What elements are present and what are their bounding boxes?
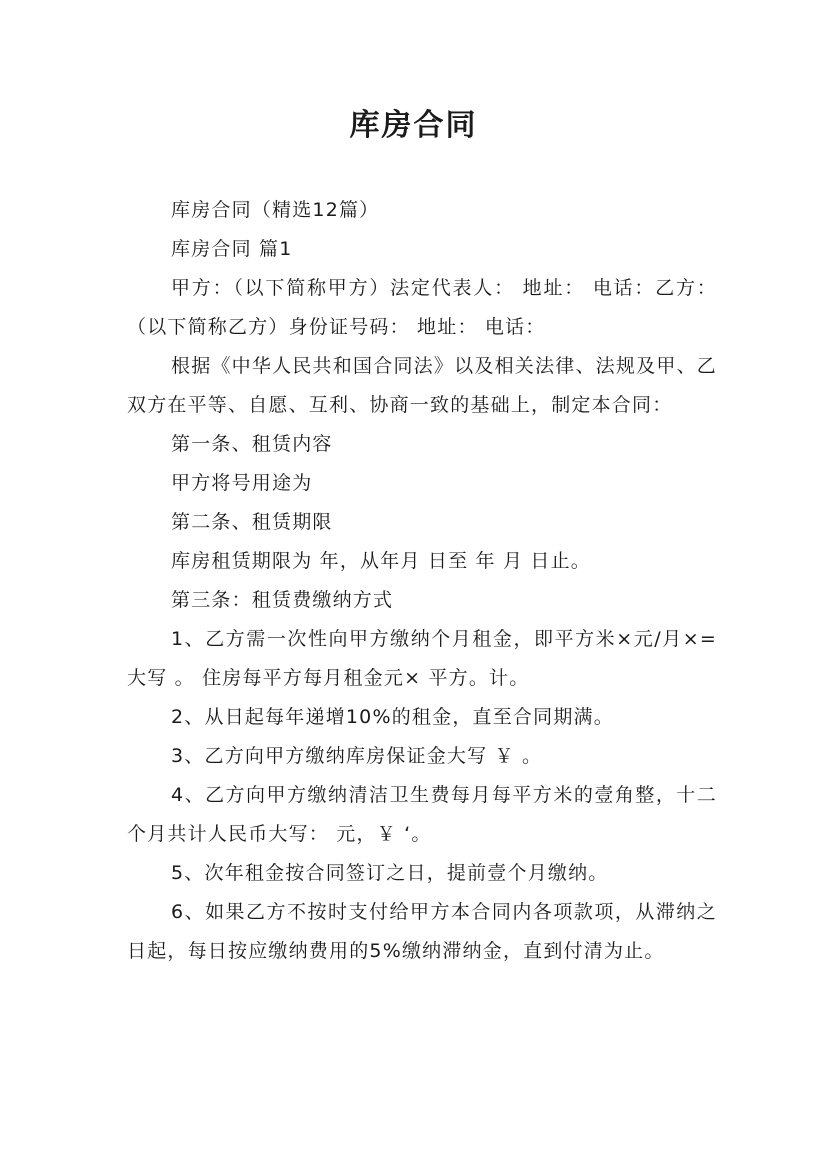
paragraph-article-3: 第三条：租赁费缴纳方式 <box>171 589 394 611</box>
paragraph-article-1-content: 甲方将号用途为 <box>171 472 313 494</box>
paragraph-parties: 甲方：（以下简称甲方）法定代表人： 地址： 电话：乙方：（以下简称乙方）身份证号码： 地址： 电话： <box>127 277 717 338</box>
paragraph-clause-1: 1、乙方需一次性向甲方缴纳个月租金，即平方米×元/月×=大写 。 住房每平方每月租金元× 平方。计。 <box>127 628 717 689</box>
paragraph-clause-2: 2、从日起每年递增10%的租金，直至合同期满。 <box>171 706 614 728</box>
paragraph-section-heading: 库房合同 篇1 <box>171 238 293 260</box>
document-title: 库房合同 <box>349 108 478 143</box>
document-body <box>127 191 717 971</box>
paragraph-basis: 根据《中华人民共和国合同法》以及相关法律、法规及甲、乙双方在平等、自愿、互利、协商一致的基础上，制定本合同： <box>127 355 717 416</box>
paragraph-article-2-content: 库房租赁期限为 年，从年月 日至 年 月 日止。 <box>171 550 591 572</box>
paragraph-clause-3: 3、乙方向甲方缴纳库房保证金大写 ￥ 。 <box>171 745 543 767</box>
paragraph-article-2: 第二条、租赁期限 <box>171 511 333 533</box>
paragraph-clause-6: 6、如果乙方不按时支付给甲方本合同内各项款项，从滞纳之日起，每日按应缴纳费用的5%缴纳滞纳金，直到付清为止。 <box>127 901 717 962</box>
paragraph-subtitle: 库房合同（精选12篇） <box>171 199 380 221</box>
paragraph-clause-5: 5、次年租金按合同签订之日，提前壹个月缴纳。 <box>171 862 609 884</box>
paragraph-clause-4: 4、乙方向甲方缴纳清洁卫生费每月每平方米的壹角整，十二个月共计人民币大写： 元，￥ ‘。 <box>127 784 717 845</box>
paragraph-article-1: 第一条、租赁内容 <box>171 433 333 455</box>
